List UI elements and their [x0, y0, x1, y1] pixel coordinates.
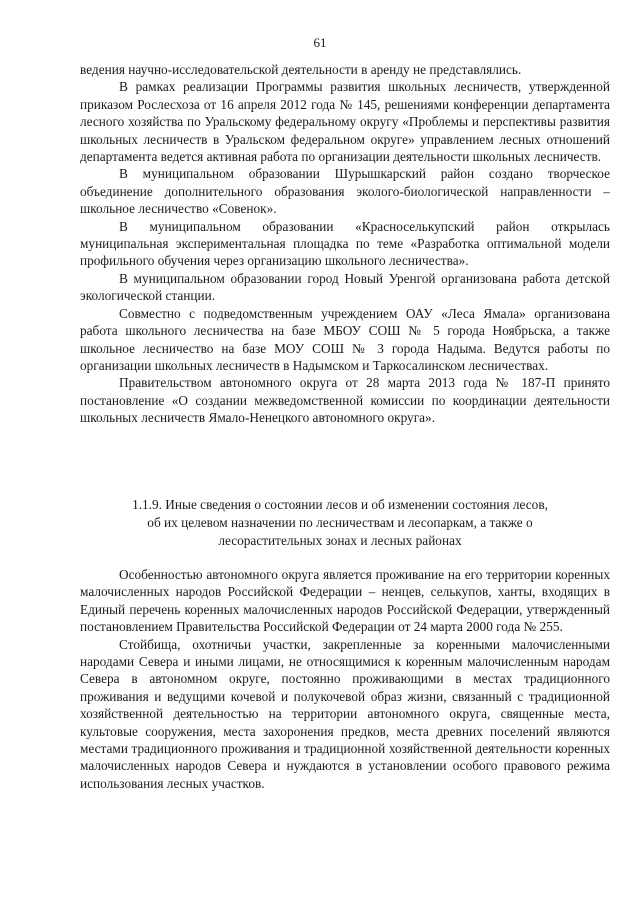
top-text-block	[80, 61, 610, 427]
heading-line-1: 1.1.9. Иные сведения о состоянии лесов и об изменении состояния лесов,	[132, 497, 548, 512]
paragraph-continuation: ведения научно-исследовательской деятельности в аренду не представлялись.	[80, 62, 522, 77]
paragraph-shuryshkar: В муниципальном образовании Шурышкарский район создано творческое объединение дополнительного образования эколого-биологической направленности – школьное лесничество «Совенок».	[80, 166, 610, 217]
heading-line-3: лесорастительных зонах и лесных районах	[218, 533, 462, 548]
bottom-text-block	[80, 566, 610, 792]
page-number: 61	[313, 35, 327, 50]
heading-line-2: об их целевом назначении по лесничествам и лесопаркам, а также о	[147, 515, 533, 530]
section-heading	[110, 496, 570, 550]
paragraph-krasnoselkup: В муниципальном образовании «Красноселькупский район открылась муниципальная экспериментальная площадка по теме «Разработка оптимальной модели профильного обучения через организацию школьного лесничества».	[80, 218, 610, 269]
paragraph-lesa-yamala: Совместно с подведомственным учреждением ОАУ «Леса Ямала» организована работа школьного лесничества на базе МБОУ СОШ № 5 города Ноябрьска, а также школьное лесничество на базе МОУ СОШ № 3 города Надыма. Ведутся работы по организации школьных лесничеств в Надымском и Таркосалинском лесничествах.	[80, 305, 610, 373]
paragraph-indigenous: Особенностью автономного округа является проживание на его территории коренных малочисленных народов Российской Федерации – ненцев, селькупов, ханты, входящих в Единый перечень коренных малочисленных народов Российской Федерации, утвержденный постановлением Правительства Российской Федерации от 24 марта 2000 года № 255.	[80, 567, 610, 635]
paragraph-settlements: Стойбища, охотничьи участки, закрепленные за коренными малочисленными народами Севера и иными лицами, не относящимися к коренным малочисленным народам Севера в автономном округе, постоянно проживающими в местах традиционного проживания и ведущими кочевой и полукочевой образ жизни, связанный с традиционной хозяйственной деятельностью на территории автономного округа, священные места, культовые сооружения, места захоронения предков, места древних поселений являются местами традиционного проживания и традиционной хозяйственной деятельности коренных малочисленных народов Севера и нуждаются в установлении особого правового режима использования лесных участков.	[80, 636, 610, 791]
paragraph-government: Правительством автономного округа от 28 марта 2013 года № 187-П принято постановление «О создании межведомственной комиссии по координации деятельности школьных лесничеств Ямало-Ненецкого автономного округа».	[80, 375, 610, 426]
paragraph-program: В рамках реализации Программы развития школьных лесничеств, утвержденной приказом Рослесхоза от 16 апреля 2012 года № 145, решениями конференции департамента лесного хозяйства по Уральскому федеральному округу «Проблемы и перспективы развития школьных лесничеств в Уральском федеральном округе» управлением лесных отношений департамента ведется активная работа по организации деятельности школьных лесничеств.	[80, 79, 610, 165]
paragraph-novy-urengoy: В муниципальном образовании город Новый Уренгой организована работа детской экологической станции.	[80, 270, 610, 304]
